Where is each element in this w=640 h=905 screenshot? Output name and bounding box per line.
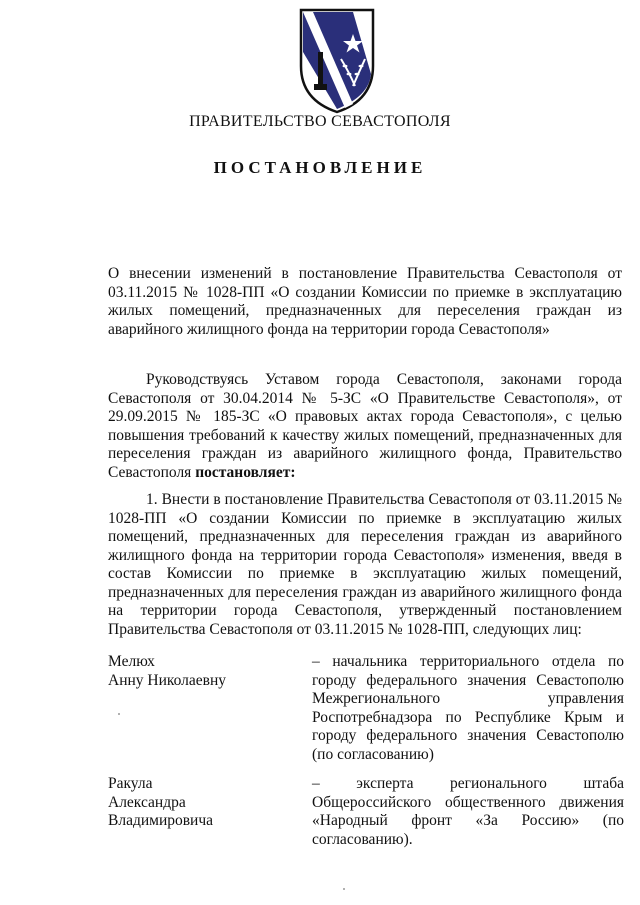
preamble-resolves: постановляет: (195, 463, 296, 481)
clause-1-paragraph: 1. Внести в постановление Правительства Севастополя от 03.11.2015 № 1028-ПП «О создании Комиссии по приемке в эксплуатацию жилых помещений, предназначенных для переселения граждан из аварийного жилищного фонда на территории города Севастополя» изменения, введя в состав Комиссии по приемке в эксплуатацию жилых помещений, предназначенных для переселения граждан из аварийного жилищного фонда на территории города Севастополя, утвержденный постановлением Правительства Севастополя от 03.11.2015 № 1028-ПП, следующих лиц: (108, 491, 622, 638)
document-type-title: ПОСТАНОВЛЕНИЕ (213, 158, 427, 177)
person-position: – начальника территориального отдела по городу федерального значения Севастополю Межрегионального управления Роспотребнадзора по Республике Крым и городу федерального значения Севастополю (по согласованию) (312, 653, 624, 763)
person-name: Мелюх Анну Николаевну (108, 653, 227, 689)
scan-speck (118, 713, 120, 715)
preamble-paragraph (108, 371, 622, 482)
government-title: ПРАВИТЕЛЬСТВО СЕВАСТОПОЛЯ (189, 113, 451, 130)
preamble-text: Руководствуясь Уставом города Севастополя, законами города Севастополя от 30.04.2014 № 5-ЗС «О Правительстве Севастополя», от 29.09.2015 № 185-ЗС «О правовых актах города Севастополя», с целью повышения требований к качеству жилых помещений, предназначенных для переселения граждан из аварийного жилищного фонда, Правительство Севастополя (108, 371, 622, 481)
scan-speck (343, 888, 345, 890)
document-subject: О внесении изменений в постановление Правительства Севастополя от 03.11.2015 № 1028-ПП «О создании Комиссии по приемке в эксплуатацию жилых помещений, предназначенных для переселения граждан из аварийного жилищного фонда на территории города Севастополя» (108, 265, 622, 338)
person-position: – эксперта регионального штаба Общероссийского общественного движения «Народный фронт «За Россию» (по согласованию). (312, 775, 624, 848)
sevastopol-coat-of-arms-icon (283, 4, 391, 116)
person-name: Ракула Александра Владимировича (108, 775, 214, 829)
